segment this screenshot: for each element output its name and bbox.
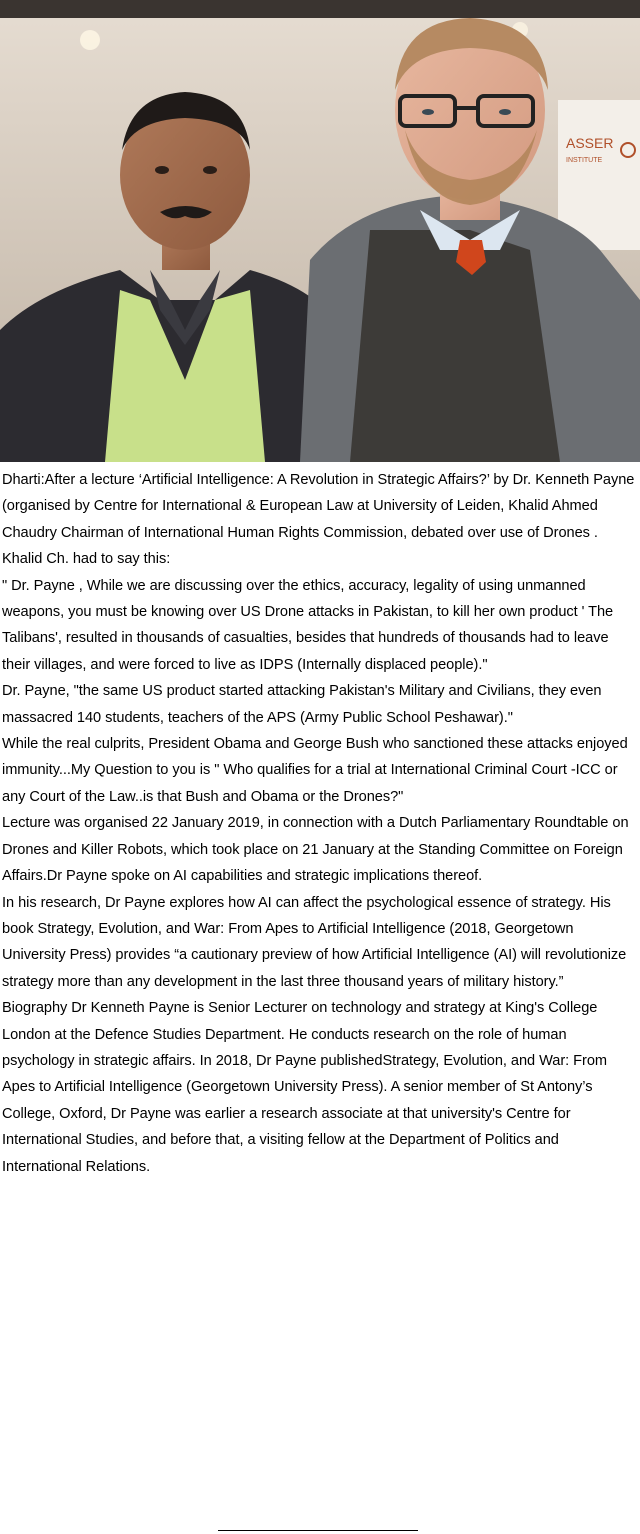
photo-illustration	[0, 0, 640, 462]
paragraph-research: In his research, Dr Payne explores how AI can affect the psychological essence of strategy. His book Strategy, Evolution, and War: From Apes to Artificial Intelligence (2018, Georgetown University Press) provides “a cautionary preview of how Artificial Intelligence (AI) will revolutionize strategy more than any development in the last three thousand years of military history.”	[2, 894, 627, 990]
paragraph-intro: Dharti:After a lecture ‘Artificial Intelligence: A Revolution in Strategic Affairs?’ by Dr. Kenneth Payne (organised by Centre for International & European Law at University of Leiden, Khalid Ahmed Chaudry Chairman of International Human Rights Commission, debated over use of Drones . Khalid Ch. had to say this:	[2, 472, 635, 568]
paragraph-quote-1: " Dr. Payne , While we are discussing over the ethics, accuracy, legality of using unmanned weapons, you must be knowing over US Drone attacks in Pakistan, to kill her own product ' The Talibans', resulted in thousands of casualties, besides that hundreds of thousands had to leave their villages, and were forced to live as IDPS (Internally displaced people)."	[2, 577, 614, 673]
banner-line1: ASSER	[566, 135, 614, 151]
article-body	[0, 467, 640, 1180]
paragraph-quote-2: Dr. Payne, "the same US product started attacking Pakistan's Military and Civilians, they even massacred 140 students, teachers of the APS (Army Public School Peshawar)."	[2, 683, 602, 726]
banner-line2: INSTITUTE	[566, 157, 603, 164]
paragraph-lecture-info: Lecture was organised 22 January 2019, in connection with a Dutch Parliamentary Roundtable on Drones and Killer Robots, which took place on 21 January at the Standing Committee on Foreign Affairs.Dr Payne spoke on AI capabilities and strategic implications thereof.	[2, 815, 629, 885]
paragraph-question: While the real culprits, President Obama and George Bush who sanctioned these attacks enjoyed immunity...My Question to you is " Who qualifies for a trial at International Criminal Court -ICC or any Court of the Law..is that Bush and Obama or the Drones?"	[2, 736, 628, 805]
paragraph-biography: Biography Dr Kenneth Payne is Senior Lecturer on technology and strategy at King's College London at the Defence Studies Department. He conducts research on the role of human psychology in strategic affairs. In 2018, Dr Payne publishedStrategy, Evolution, and War: From Apes to Artificial Intelligence (Georgetown University Press). A senior member of St Antony’s College, Oxford, Dr Payne was earlier a research associate at that university's Centre for International Studies, and before that, a visiting fellow at the Department of Politics and International Relations.	[2, 1000, 608, 1175]
footer-divider	[218, 1530, 418, 1531]
article-photo	[0, 0, 640, 462]
